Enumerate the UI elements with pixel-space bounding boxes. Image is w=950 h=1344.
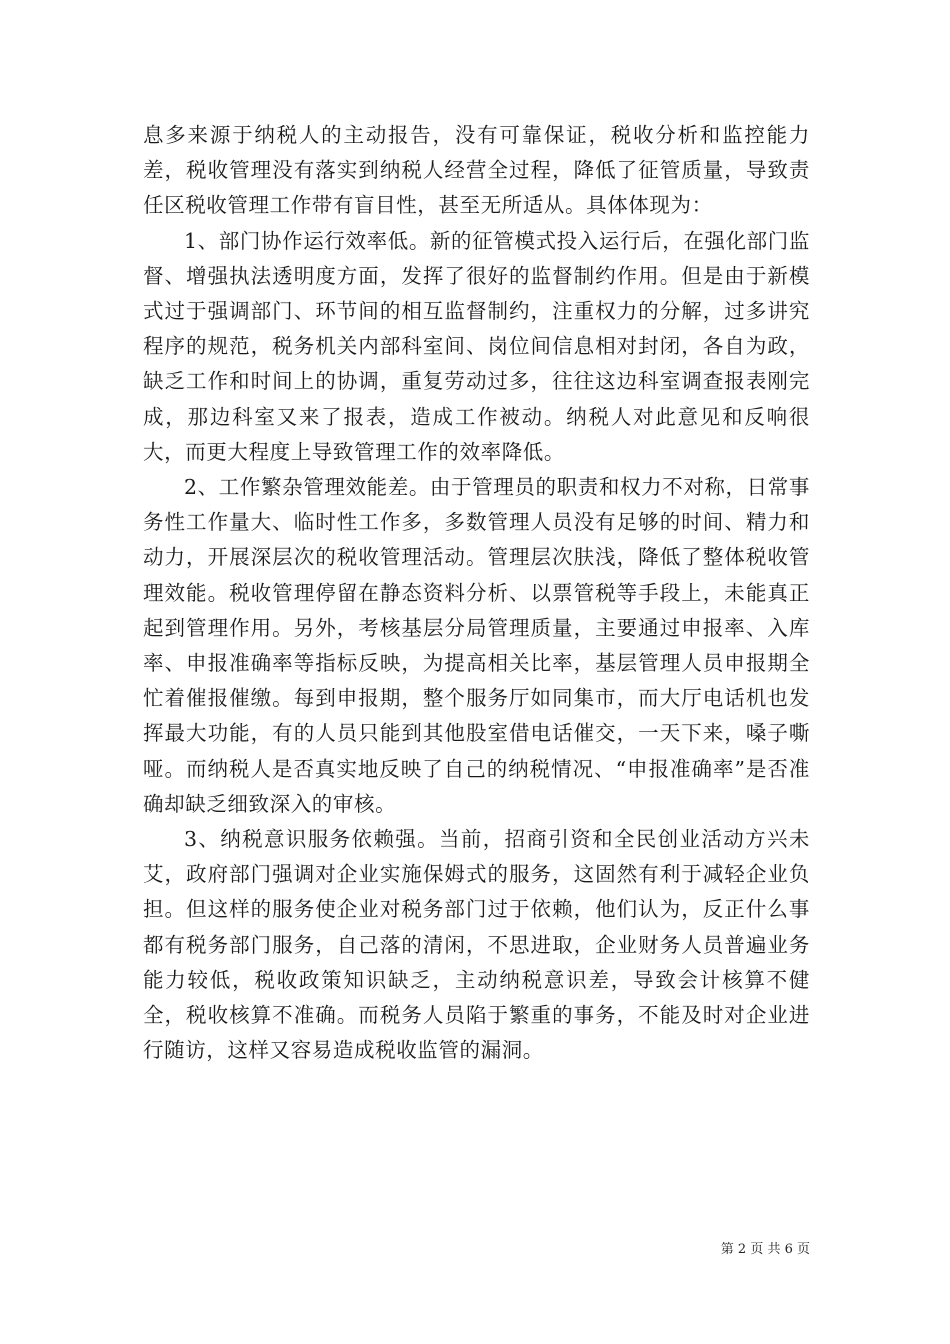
paragraph-item-3: 3、纳税意识服务依赖强。当前，招商引资和全民创业活动方兴未艾，政府部门强调对企业实施保姆式的服务，这固然有利于减轻企业负担。但这样的服务使企业对税务部门过于依赖，他们认为，反正什么事都有税务部门服务，自己落的清闲，不思进取，企业财务人员普遍业务能力较低，税收政策知识缺乏，主动纳税意识差，导致会计核算不健全，税收核算不准确。而税务人员陷于繁重的事务，不能及时对企业进行随访，这样又容易造成税收监管的漏洞。 — [143, 827, 810, 1063]
paragraph-item-2: 2、工作繁杂管理效能差。由于管理员的职责和权力不对称，日常事务性工作量大、临时性工作多，多数管理人员没有足够的时间、精力和动力，开展深层次的税收管理活动。管理层次肤浅，降低了整体税收管理效能。税收管理停留在静态资料分析、以票管税等手段上，未能真正起到管理作用。另外，考核基层分局管理质量，主要通过申报率、入库率、申报准确率等指标反映，为提高相关比率，基层管理人员申报期全忙着催报催缴。每到申报期，整个服务厅如同集市，而大厅电话机也发挥最大功能，有的人员只能到其他股室借电话催交，一天下来，嗓子嘶哑。而纳税人是否真实地反映了自己的纳税情况、“申报准确率”是否准确却缺乏细致深入的审核。 — [143, 475, 810, 816]
paragraph-continuation: 息多来源于纳税人的主动报告，没有可靠保证，税收分析和监控能力差，税收管理没有落实到纳税人经营全过程，降低了征管质量，导致责任区税收管理工作带有盲目性，甚至无所适从。具体体现为： — [143, 123, 810, 218]
document-body — [143, 118, 810, 1068]
page-number-footer: 第 2 页 共 6 页 — [720, 1242, 810, 1257]
paragraph-item-1: 1、部门协作运行效率低。新的征管模式投入运行后，在强化部门监督、增强执法透明度方面，发挥了很好的监督制约作用。但是由于新模式过于强调部门、环节间的相互监督制约，注重权力的分解，过多讲究程序的规范，税务机关内部科室间、岗位间信息相对封闭，各自为政，缺乏工作和时间上的协调，重复劳动过多，往往这边科室调查报表刚完成，那边科室又来了报表，造成工作被动。纳税人对此意见和反响很大，而更大程度上导致管理工作的效率降低。 — [143, 228, 810, 464]
